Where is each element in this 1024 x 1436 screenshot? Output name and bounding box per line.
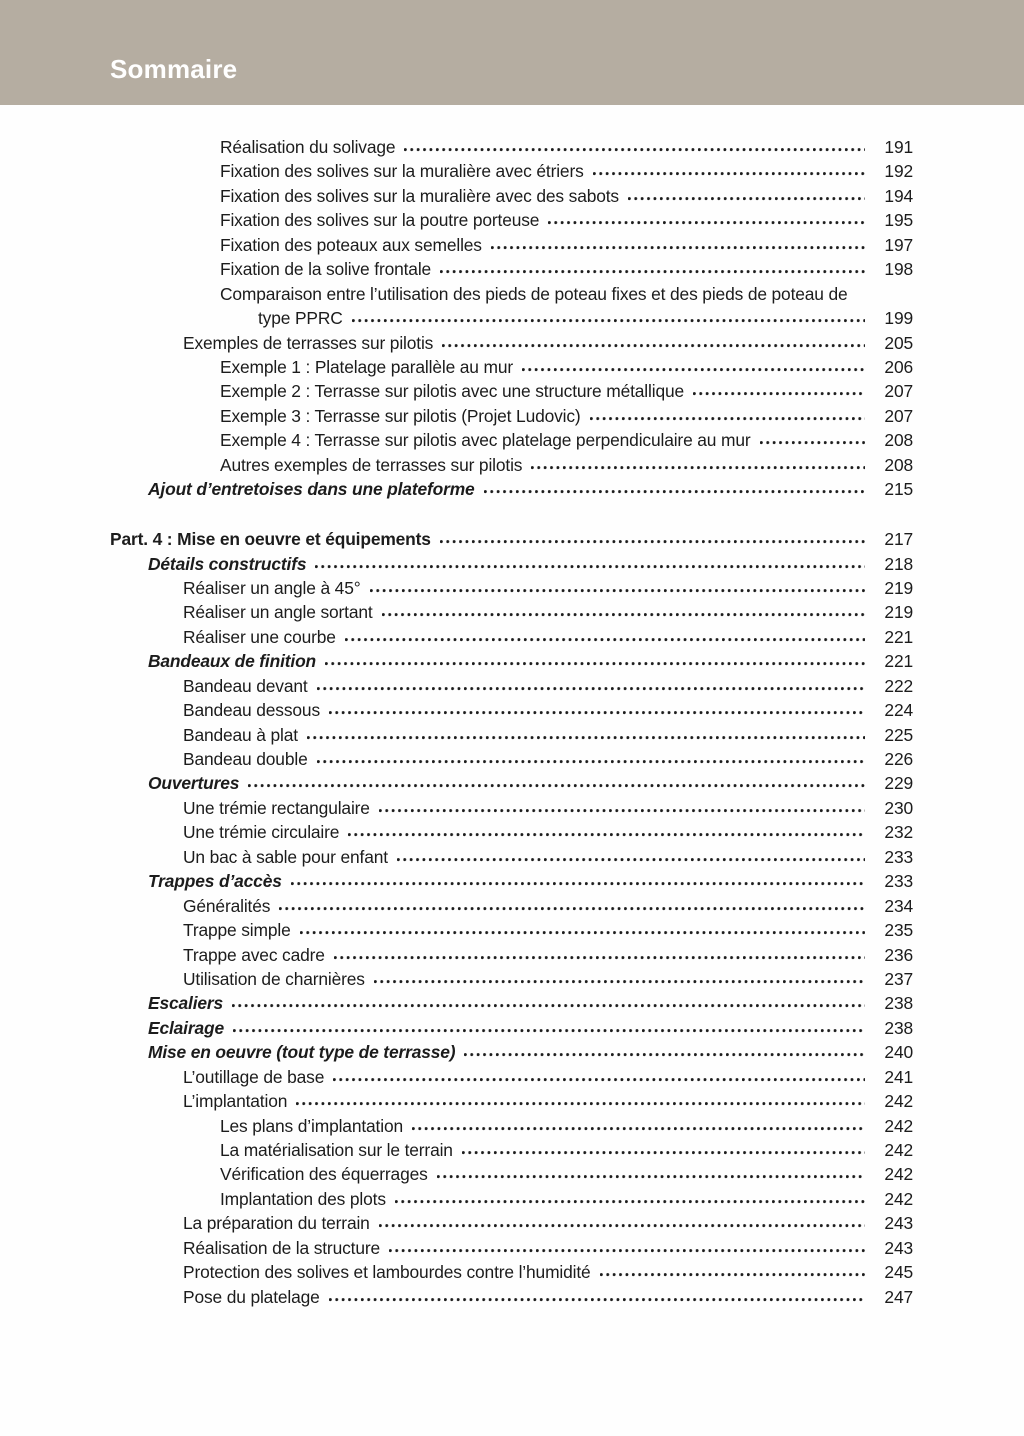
dot-leader	[590, 416, 865, 421]
dot-leader	[279, 906, 865, 911]
toc-entry-label: Bandeau à plat	[183, 724, 298, 745]
dot-leader	[437, 1174, 865, 1179]
toc-entry	[110, 1187, 913, 1211]
toc-entry-page: 195	[884, 210, 913, 231]
toc-entry	[110, 820, 913, 844]
dot-leader	[404, 147, 865, 152]
toc-entry-page: 208	[884, 454, 913, 475]
toc-entry-page: 235	[884, 920, 913, 941]
dot-leader	[464, 1052, 865, 1057]
toc-entry-page: 226	[884, 749, 913, 769]
toc-entry-page: 233	[884, 846, 913, 867]
toc-entry-page: 242	[884, 1115, 913, 1136]
toc-entry-page: 237	[884, 968, 913, 989]
dot-leader	[693, 391, 865, 396]
toc-entry-label: Vérification des équerrages	[220, 1164, 428, 1185]
toc-entry	[110, 600, 913, 624]
toc-entry	[110, 1138, 913, 1162]
toc-entry-label: Trappe simple	[183, 920, 291, 941]
dot-leader	[325, 661, 865, 666]
dot-leader	[442, 343, 865, 348]
toc-entry-page: 192	[884, 161, 913, 182]
dot-leader	[329, 710, 865, 715]
toc-entry	[110, 1114, 913, 1138]
dot-leader	[522, 367, 865, 372]
toc-entry-page: 217	[884, 529, 913, 550]
toc-entry-page: 242	[884, 1140, 913, 1160]
toc-entry-page: 198	[884, 259, 913, 280]
toc-entry-label: Ouvertures	[148, 773, 240, 794]
toc-entry-label: Les plans d’implantation	[220, 1115, 403, 1136]
dot-leader	[628, 196, 865, 201]
toc-entry-label: Ajout d’entretoises dans une plateforme	[148, 479, 475, 500]
dot-leader	[379, 1223, 865, 1228]
dot-leader	[300, 930, 865, 935]
page-title: Sommaire	[110, 54, 238, 84]
toc-entry	[110, 771, 913, 795]
toc-entry	[110, 894, 913, 918]
toc-entry	[110, 527, 913, 551]
dot-leader	[397, 857, 865, 862]
toc-entry-page: 245	[884, 1262, 913, 1283]
toc-entry-page: 219	[884, 577, 913, 598]
dot-leader	[491, 245, 865, 250]
toc-entry-label: La matérialisation sur le terrain	[220, 1140, 453, 1160]
toc-entry-page: 208	[884, 430, 913, 451]
dot-leader	[593, 171, 865, 176]
header-band	[0, 0, 1024, 105]
toc-entry	[110, 135, 913, 159]
toc-entry	[110, 306, 913, 330]
toc-entry-label: Escaliers	[148, 993, 224, 1014]
dot-leader	[317, 759, 865, 764]
toc-entry-label: Bandeau double	[183, 749, 308, 769]
toc-entry-page: 242	[884, 1188, 913, 1209]
dot-leader	[374, 979, 865, 984]
dot-leader	[348, 832, 865, 837]
toc-entry	[110, 747, 913, 771]
toc-entry	[110, 1211, 913, 1235]
toc-entry-label: Fixation des solives sur la muralière avec des sabots	[220, 185, 619, 206]
toc-entry-label: Une trémie rectangulaire	[183, 797, 370, 818]
toc-entry-page: 240	[884, 1042, 913, 1063]
toc-entry-label: Réalisation du solivage	[220, 137, 396, 157]
toc-entry-label: Trappe avec cadre	[183, 944, 325, 965]
toc-entry	[110, 943, 913, 967]
toc-entry	[110, 1162, 913, 1186]
toc-entry	[110, 845, 913, 869]
toc-entry	[110, 257, 913, 281]
toc-entry	[110, 625, 913, 649]
dot-leader	[395, 1199, 865, 1204]
dot-leader	[317, 686, 865, 691]
dot-leader	[440, 269, 865, 274]
toc-entry-page: 207	[884, 381, 913, 402]
toc-entry	[110, 1260, 913, 1284]
toc-entry	[110, 991, 913, 1015]
toc-entry-label: Généralités	[183, 895, 271, 916]
toc-entry	[110, 1285, 913, 1309]
toc-entry-label: Bandeau devant	[183, 675, 308, 696]
toc-entry-page: 207	[884, 405, 913, 426]
toc-entry-page: 215	[884, 479, 913, 500]
toc-entry-label: Une trémie circulaire	[183, 822, 340, 843]
toc-entry-label: type PPRC	[258, 308, 343, 329]
toc-entry-page: 243	[884, 1213, 913, 1234]
toc-entry	[110, 918, 913, 942]
toc-entry-page: 225	[884, 724, 913, 745]
dot-leader	[345, 637, 865, 642]
toc-entry-page: 219	[884, 602, 913, 623]
dot-leader	[329, 1297, 865, 1302]
dot-leader	[315, 564, 865, 569]
toc-entry-label: Réaliser un angle sortant	[183, 602, 373, 623]
dot-leader	[389, 1248, 865, 1253]
toc-entry-page: 236	[884, 944, 913, 965]
toc-entry-label: Eclairage	[148, 1017, 224, 1038]
dot-leader	[232, 1003, 865, 1008]
dot-leader	[531, 465, 865, 470]
toc-entry-label: Fixation des solives sur la muralière avec étriers	[220, 161, 584, 182]
toc-entry-page: 243	[884, 1237, 913, 1258]
toc-entry	[110, 1065, 913, 1089]
dot-leader	[412, 1126, 865, 1131]
toc-entry	[110, 282, 913, 306]
dot-leader	[307, 735, 865, 740]
toc-entry-page: 191	[884, 137, 913, 157]
toc-entry-page: 194	[884, 185, 913, 206]
toc-entry-page: 247	[884, 1286, 913, 1307]
toc-entry-label: Pose du platelage	[183, 1286, 320, 1307]
toc-entry	[110, 404, 913, 428]
toc-entry	[110, 331, 913, 355]
toc-entry-label: La préparation du terrain	[183, 1213, 370, 1234]
toc-entry-page: 242	[884, 1164, 913, 1185]
toc-entry	[110, 477, 913, 501]
toc-entry-label: Exemple 2 : Terrasse sur pilotis avec une structure métallique	[220, 381, 685, 402]
toc-entry-page: 206	[884, 356, 913, 377]
toc-entry	[110, 355, 913, 379]
toc-entry-label: Trappes d’accès	[148, 871, 282, 892]
dot-leader	[379, 808, 865, 813]
toc-entry-page: 238	[884, 993, 913, 1014]
dot-leader	[760, 440, 865, 445]
dot-leader	[352, 318, 865, 323]
dot-leader	[233, 1028, 865, 1033]
toc-entry-page: 221	[884, 651, 913, 672]
toc-entry	[110, 159, 913, 183]
toc-entry-label: L’outillage de base	[183, 1066, 325, 1087]
toc-entry	[110, 723, 913, 747]
toc-entry-label: Exemple 4 : Terrasse sur pilotis avec platelage perpendiculaire au mur	[220, 430, 751, 451]
toc-entry-page: 242	[884, 1091, 913, 1112]
toc-entry-label: Réaliser une courbe	[183, 626, 336, 647]
toc-entry	[110, 1040, 913, 1064]
toc-entry	[110, 649, 913, 673]
toc-entry-label: Utilisation de charnières	[183, 968, 365, 989]
toc-entry-page: 224	[884, 700, 913, 721]
toc-entry	[110, 698, 913, 722]
dot-leader	[548, 220, 865, 225]
toc-entry-page: 238	[884, 1017, 913, 1038]
toc-entry	[110, 967, 913, 991]
toc-entry-label: Bandeau dessous	[183, 700, 320, 721]
toc-entry	[110, 1236, 913, 1260]
toc-entry-page: 232	[884, 822, 913, 843]
toc-entry-page: 229	[884, 773, 913, 794]
toc-entry	[110, 1016, 913, 1040]
toc-entry	[110, 1089, 913, 1113]
toc-entry-page: 230	[884, 797, 913, 818]
toc-entry-label: Fixation de la solive frontale	[220, 259, 432, 280]
toc-entry-page: 218	[884, 553, 913, 574]
toc-entry-label: Bandeaux de finition	[148, 651, 317, 672]
dot-leader	[484, 489, 865, 494]
dot-leader	[440, 539, 865, 544]
toc-entry-label: Réalisation de la structure	[183, 1237, 381, 1258]
dot-leader	[333, 1077, 865, 1082]
toc-entry-page: 233	[884, 871, 913, 892]
toc-list	[0, 105, 1024, 1309]
toc-entry-page: 197	[884, 234, 913, 255]
toc-entry-page: 221	[884, 626, 913, 647]
toc-entry-label: Comparaison entre l’utilisation des pieds de poteau fixes et des pieds de poteau de	[220, 283, 848, 304]
toc-entry-label: L’implantation	[183, 1091, 288, 1112]
toc-entry-label: Détails constructifs	[148, 553, 307, 574]
toc-entry-label: Exemples de terrasses sur pilotis	[183, 332, 434, 353]
toc-entry	[110, 208, 913, 232]
toc-entry	[110, 184, 913, 208]
toc-entry	[110, 674, 913, 698]
toc-entry-label: Part. 4 : Mise en oeuvre et équipements	[110, 529, 431, 550]
dot-leader	[462, 1150, 865, 1155]
toc-entry	[110, 453, 913, 477]
toc-entry-label: Un bac à sable pour enfant	[183, 846, 388, 867]
toc-entry	[110, 552, 913, 576]
dot-leader	[370, 588, 865, 593]
toc-entry-label: Protection des solives et lambourdes contre l’humidité	[183, 1262, 591, 1283]
toc-entry	[110, 233, 913, 257]
toc-entry-label: Exemple 1 : Platelage parallèle au mur	[220, 356, 514, 377]
toc-entry-label: Implantation des plots	[220, 1188, 386, 1209]
toc-entry	[110, 428, 913, 452]
dot-leader	[600, 1272, 865, 1277]
toc-entry-page: 234	[884, 895, 913, 916]
toc-entry-page: 205	[884, 332, 913, 353]
toc-entry-label: Fixation des solives sur la poutre porteuse	[220, 210, 540, 231]
toc-entry-page: 241	[884, 1066, 913, 1087]
toc-entry-label: Réaliser un angle à 45°	[183, 577, 361, 598]
toc-entry	[110, 379, 913, 403]
dot-leader	[296, 1101, 865, 1106]
toc-entry-page: 199	[884, 308, 913, 329]
toc-entry-page: 222	[884, 675, 913, 696]
dot-leader	[291, 881, 865, 886]
toc-entry	[110, 576, 913, 600]
dot-leader	[334, 955, 865, 960]
toc-entry-label: Mise en oeuvre (tout type de terrasse)	[148, 1042, 456, 1063]
toc-entry-label: Autres exemples de terrasses sur pilotis	[220, 454, 523, 475]
toc-entry-label: Fixation des poteaux aux semelles	[220, 234, 482, 255]
toc-entry	[110, 869, 913, 893]
toc-entry-label: Exemple 3 : Terrasse sur pilotis (Projet Ludovic)	[220, 405, 581, 426]
dot-leader	[382, 612, 865, 617]
dot-leader	[248, 783, 865, 788]
toc-entry	[110, 796, 913, 820]
